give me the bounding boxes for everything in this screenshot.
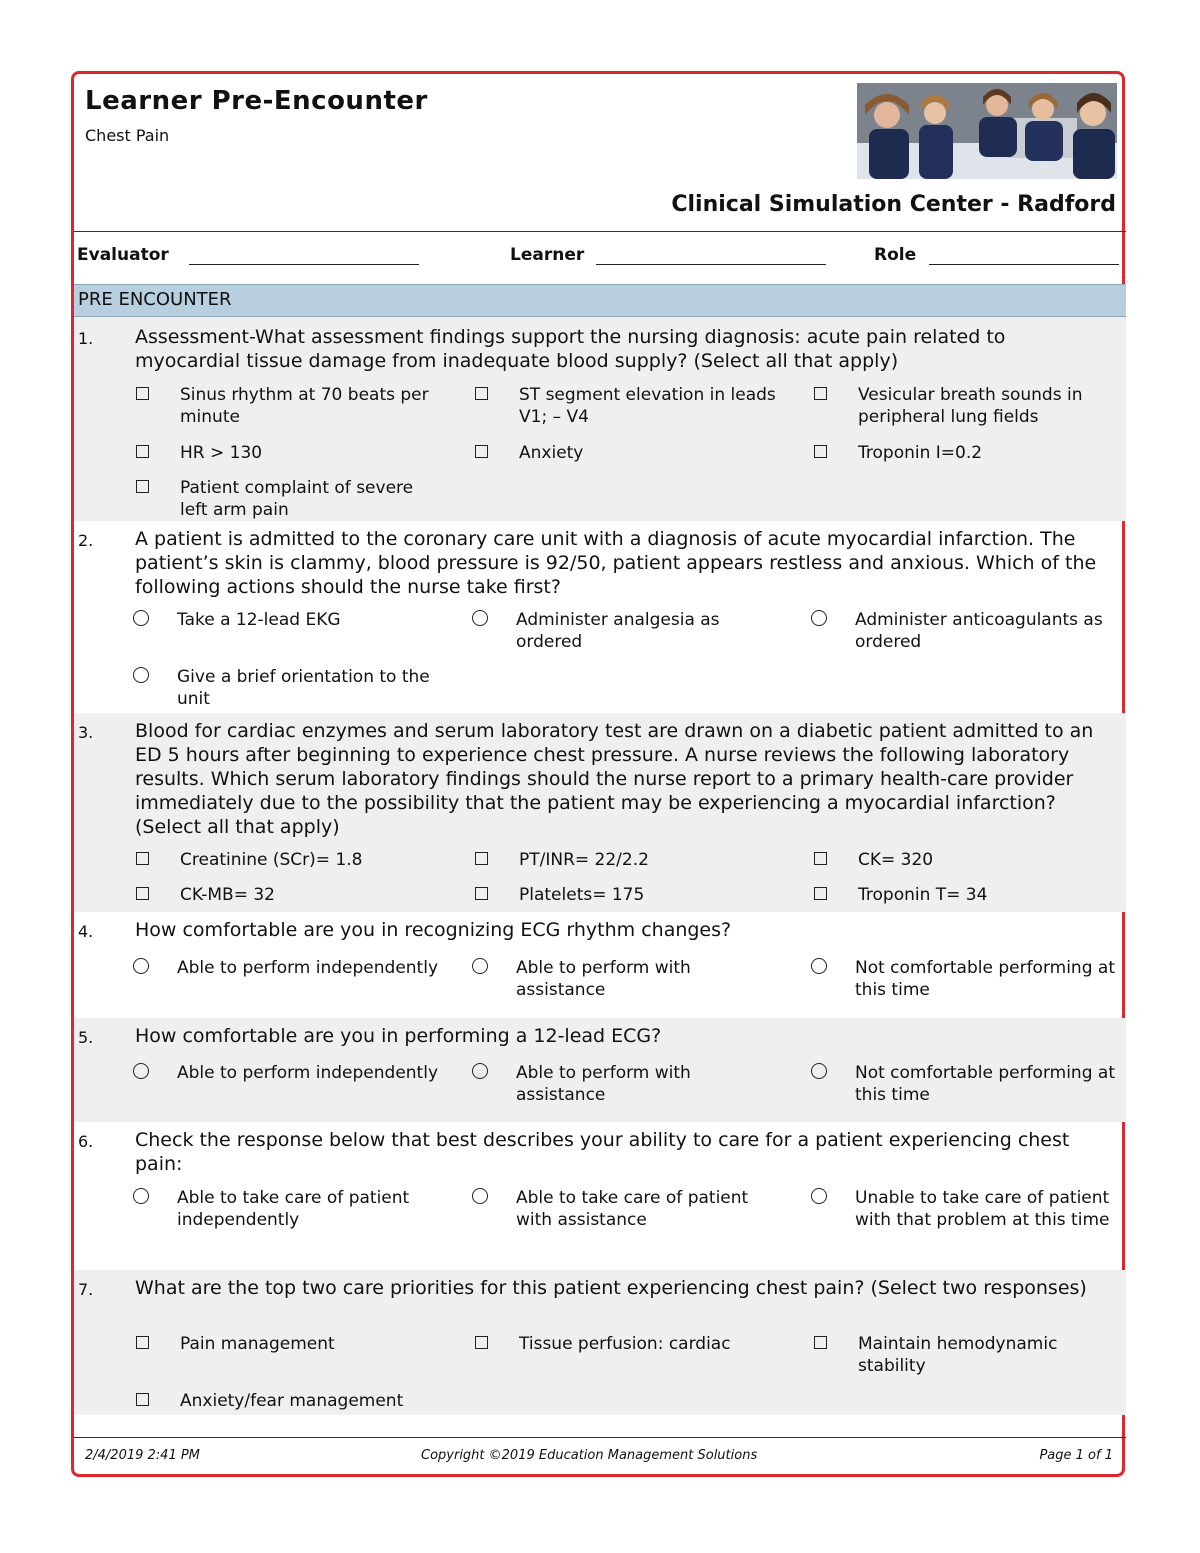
radio-icon[interactable] xyxy=(811,958,827,974)
footer-date: 2/4/2019 2:41 PM xyxy=(85,1448,200,1463)
question-3 xyxy=(74,713,1126,912)
option-label: Tissue perfusion: cardiac xyxy=(519,1334,731,1354)
checkbox-icon[interactable] xyxy=(814,445,827,458)
option-label: Administer anticoagulants as ordered xyxy=(855,610,1103,652)
radio-icon[interactable] xyxy=(811,1188,827,1204)
section-title: PRE ENCOUNTER xyxy=(78,289,232,310)
checkbox-icon[interactable] xyxy=(814,387,827,400)
checkbox-icon[interactable] xyxy=(814,1336,827,1349)
footer-copyright: Copyright ©2019 Education Management Solutions xyxy=(421,1448,758,1463)
question-text: A patient is admitted to the coronary care unit with a diagnosis of acute myocardial infarction. The patient’s skin is clammy, blood pressure is 92/50, patient appears restless and anxious. Which of the following actions should the nurse take first? xyxy=(135,528,1097,598)
header-divider xyxy=(74,231,1126,232)
option-label: Troponin T= 34 xyxy=(858,885,988,905)
option-label: Not comfortable performing at this time xyxy=(855,1063,1115,1105)
option-label: Patient complaint of severe left arm pain xyxy=(180,478,414,520)
footer-divider xyxy=(74,1437,1126,1438)
option-label: Creatinine (SCr)= 1.8 xyxy=(180,850,363,870)
header-photo xyxy=(857,83,1117,179)
radio-icon[interactable] xyxy=(133,1188,149,1204)
checkbox-icon[interactable] xyxy=(136,387,149,400)
option-label: Troponin I=0.2 xyxy=(858,443,983,463)
question-number: 4. xyxy=(78,922,94,941)
nursing-students-photo xyxy=(857,83,1117,179)
question-text: What are the top two care priorities for this patient experiencing chest pain? (Select two responses) xyxy=(135,1277,1087,1299)
question-text: Check the response below that best describes your ability to care for a patient experiencing chest pain: xyxy=(135,1129,1070,1175)
option-label: Vesicular breath sounds in peripheral lung fields xyxy=(858,385,1083,427)
option-label: Able to perform independently xyxy=(177,958,439,978)
option-label: Give a brief orientation to the unit xyxy=(177,667,430,709)
question-text: Assessment-What assessment findings support the nursing diagnosis: acute pain related to myocardial tissue damage from inadequate blood supply? (Select all that apply) xyxy=(135,326,1006,372)
option-label: Pain management xyxy=(180,1334,335,1354)
option-label: PT/INR= 22/2.2 xyxy=(519,850,649,870)
question-number: 3. xyxy=(78,723,94,742)
radio-icon[interactable] xyxy=(133,958,149,974)
checkbox-icon[interactable] xyxy=(136,887,149,900)
checkbox-icon[interactable] xyxy=(136,1393,149,1406)
checkbox-icon[interactable] xyxy=(475,852,488,865)
option-label: Anxiety/fear management xyxy=(180,1391,404,1411)
learner-label: Learner xyxy=(510,245,585,265)
option-label: CK= 320 xyxy=(858,850,934,870)
checkbox-icon[interactable] xyxy=(475,387,488,400)
option-label: CK-MB= 32 xyxy=(180,885,275,905)
radio-icon[interactable] xyxy=(472,1063,488,1079)
learner-line[interactable] xyxy=(596,264,826,265)
option-label: Administer analgesia as ordered xyxy=(516,610,720,652)
center-name: Clinical Simulation Center - Radford xyxy=(671,192,1116,217)
question-text: How comfortable are you in recognizing ECG rhythm changes? xyxy=(135,919,732,941)
option-label: Unable to take care of patient with that problem at this time xyxy=(855,1188,1110,1230)
option-label: Able to perform independently xyxy=(177,1063,439,1083)
checkbox-icon[interactable] xyxy=(136,480,149,493)
page-subtitle: Chest Pain xyxy=(85,126,170,145)
question-5 xyxy=(74,1018,1126,1122)
option-label: Anxiety xyxy=(519,443,584,463)
role-label: Role xyxy=(874,245,917,265)
option-label: Able to perform with assistance xyxy=(516,1063,691,1105)
evaluator-label: Evaluator xyxy=(77,245,169,265)
evaluator-line[interactable] xyxy=(189,264,419,265)
question-text: How comfortable are you in performing a 12-lead ECG? xyxy=(135,1025,662,1047)
checkbox-icon[interactable] xyxy=(136,1336,149,1349)
checkbox-icon[interactable] xyxy=(475,445,488,458)
checkbox-icon[interactable] xyxy=(475,1336,488,1349)
option-label: ST segment elevation in leads V1; – V4 xyxy=(519,385,776,427)
question-text: Blood for cardiac enzymes and serum laboratory test are drawn on a diabetic patient admitted to an ED 5 hours after beginning to experience chest pressure. A nurse reviews the following laboratory results. Which serum laboratory findings should the nurse report to a primary health-care provider immediately due to the possibility that the patient may be experiencing a myocardial infarction? (Select all that apply) xyxy=(135,720,1094,838)
question-number: 5. xyxy=(78,1028,94,1047)
radio-icon[interactable] xyxy=(472,958,488,974)
question-number: 2. xyxy=(78,531,94,550)
checkbox-icon[interactable] xyxy=(814,887,827,900)
option-label: Platelets= 175 xyxy=(519,885,645,905)
radio-icon[interactable] xyxy=(472,610,488,626)
question-7 xyxy=(74,1270,1126,1415)
radio-icon[interactable] xyxy=(811,610,827,626)
radio-icon[interactable] xyxy=(133,1063,149,1079)
section-header xyxy=(74,284,1126,317)
option-label: Able to take care of patient independently xyxy=(177,1188,410,1230)
question-number: 6. xyxy=(78,1132,94,1151)
radio-icon[interactable] xyxy=(133,610,149,626)
radio-icon[interactable] xyxy=(811,1063,827,1079)
question-number: 7. xyxy=(78,1280,94,1299)
option-label: Able to take care of patient with assistance xyxy=(516,1188,749,1230)
question-4 xyxy=(74,912,1126,1018)
radio-icon[interactable] xyxy=(472,1188,488,1204)
checkbox-icon[interactable] xyxy=(136,852,149,865)
question-number: 1. xyxy=(78,329,94,348)
option-label: Able to perform with assistance xyxy=(516,958,691,1000)
option-label: Maintain hemodynamic stability xyxy=(858,1334,1058,1376)
option-label: Sinus rhythm at 70 beats per minute xyxy=(180,385,429,427)
checkbox-icon[interactable] xyxy=(814,852,827,865)
checkbox-icon[interactable] xyxy=(136,445,149,458)
radio-icon[interactable] xyxy=(133,667,149,683)
option-label: Take a 12-lead EKG xyxy=(177,610,341,630)
checkbox-icon[interactable] xyxy=(475,887,488,900)
option-label: Not comfortable performing at this time xyxy=(855,958,1115,1000)
question-6 xyxy=(74,1122,1126,1270)
question-1 xyxy=(74,317,1126,521)
page-title: Learner Pre-Encounter xyxy=(85,86,428,116)
footer-page: Page 1 of 1 xyxy=(1039,1448,1113,1463)
option-label: HR > 130 xyxy=(180,443,263,463)
question-2 xyxy=(74,521,1126,713)
role-line[interactable] xyxy=(929,264,1119,265)
